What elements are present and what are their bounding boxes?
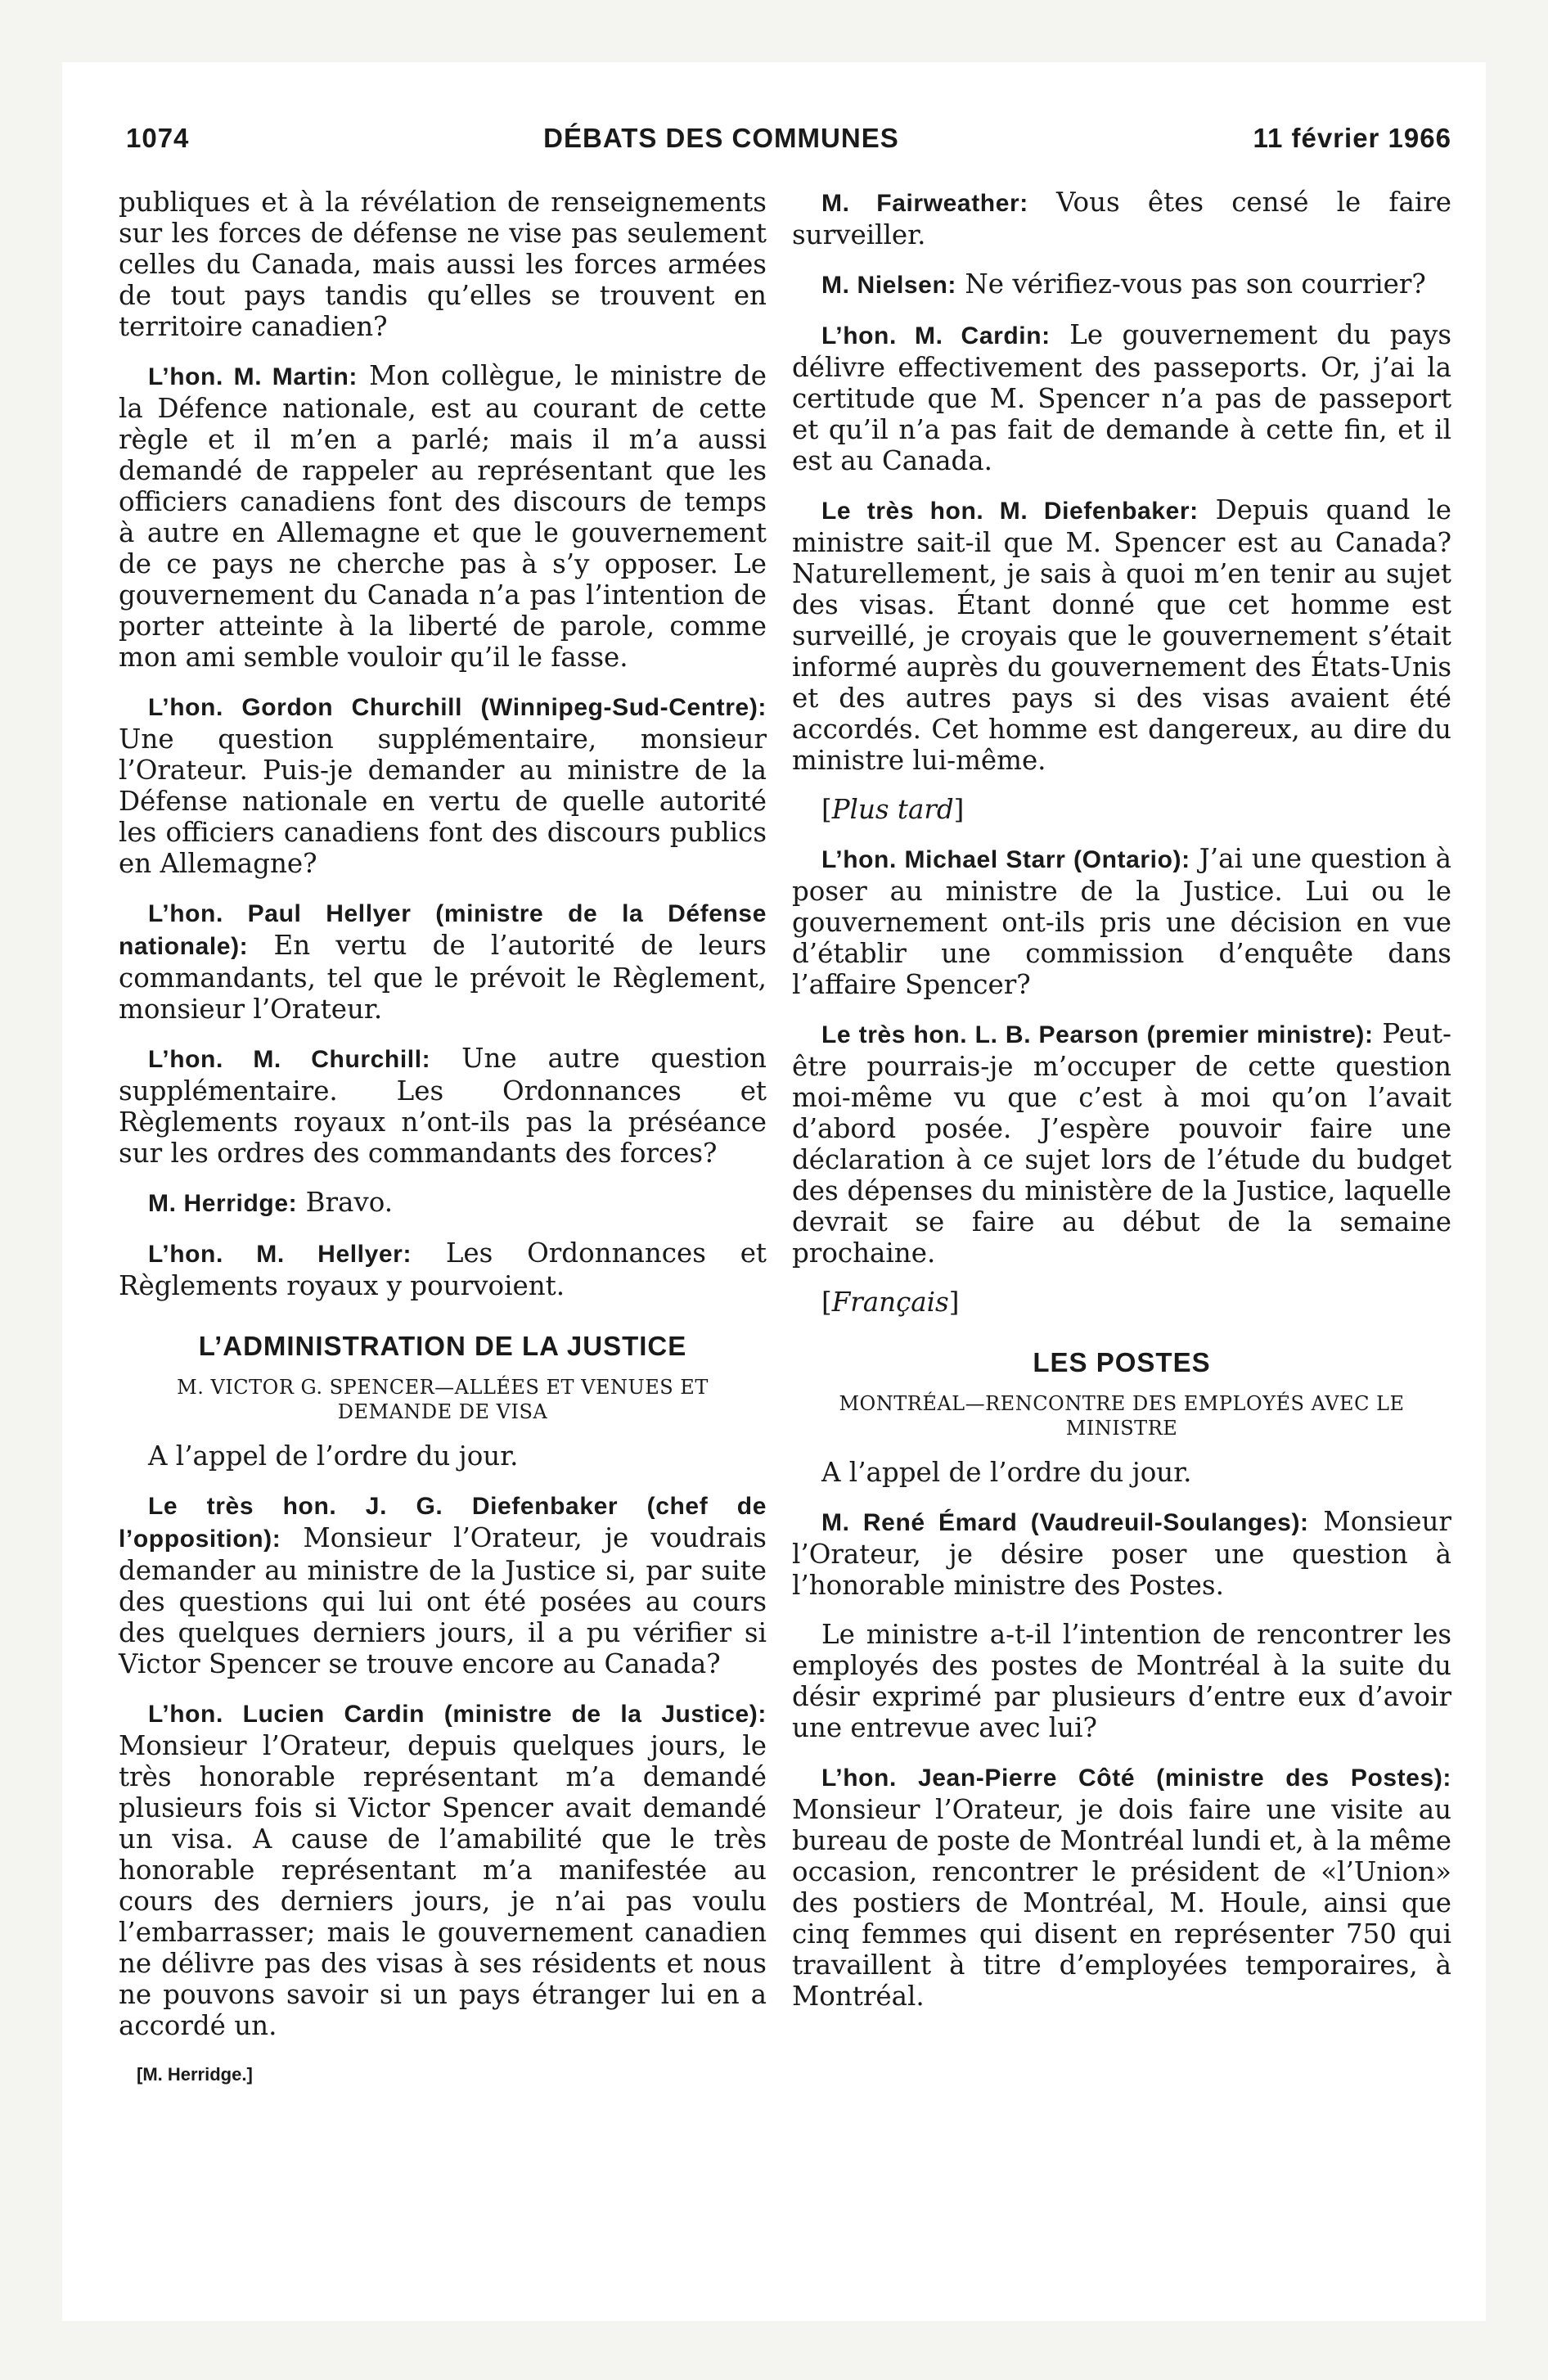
paragraph	[119, 360, 767, 673]
section-title: L’ADMINISTRATION DE LA JUSTICE	[198, 1331, 687, 1361]
paragraph: Le ministre a-t-il l’intention de rencontrer les employés des postes de Montréal à la suite du désir exprimé par plusieurs d’entre eux d’avoir une entrevue avec lui?	[792, 1619, 1451, 1743]
section-subhead: MONTRÉAL—RENCONTRE DES EMPLOYÉS AVEC LE MINISTRE	[839, 1392, 1405, 1440]
speaker-name: Le très hon. L. B. Pearson (premier ministre):	[821, 1021, 1374, 1048]
speech-text: Bravo.	[305, 1187, 394, 1218]
speaker-name: Le très hon. J. G. Diefenbaker (chef de l’opposition):	[119, 1493, 767, 1553]
speaker-name: L’hon. M. Martin:	[148, 363, 358, 390]
speech-text: Peut-être pourrais-je m’occuper de cette question moi-même vu que c’est à moi qu’on l’avait d’abord posée. J’espère pouvoir faire une déclaration à ce sujet lors de l’étude du budget des dépenses du ministère de la Justice, laquelle devrait se faire au début de la semaine prochaine.	[792, 1018, 1451, 1269]
speaker-name: Le très hon. M. Diefenbaker:	[821, 498, 1199, 525]
speech-text: Ne vérifiez-vous pas son courrier?	[965, 268, 1426, 300]
paragraph	[792, 1018, 1451, 1269]
speech-text: Monsieur l’Orateur, je dois faire une visite au bureau de poste de Montréal lundi et, à la même occasion, rencontrer le président de «l’Union» des postiers de Montréal, M. Houle, ainsi que cinq femmes qui disent en représenter 750 qui travaillent à titre d’employées temporaires, à Montréal.	[792, 1794, 1451, 2012]
speech-text: Monsieur l’Orateur, je voudrais demander au ministre de la Justice si, par suite des questions qui lui ont été posées au cours des quelques derniers jours, il a pu vérifier si Victor Spencer se trouve encore au Canada?	[119, 1522, 767, 1679]
speech-text: Une question supplémentaire, monsieur l’Orateur. Puis-je demander au ministre de la Défense nationale en vertu de quelle autorité les officiers canadiens font des discours publics en Allemagne?	[119, 723, 767, 879]
speaker-name: L’hon. Lucien Cardin (ministre de la Justice):	[148, 1701, 767, 1728]
speaker-name: L’hon. Gordon Churchill (Winnipeg-Sud-Centre):	[148, 694, 767, 721]
paragraph	[792, 1761, 1451, 2012]
paragraph	[792, 268, 1451, 301]
paragraph	[119, 691, 767, 879]
speaker-footmark: [M. Herridge.]	[137, 2064, 253, 2085]
paragraph	[792, 187, 1451, 250]
interjection-marker: [Plus tard]	[821, 794, 965, 825]
paragraph	[119, 1187, 767, 1219]
paragraph	[119, 897, 767, 1025]
speaker-name: L’hon. M. Churchill:	[148, 1046, 431, 1073]
left-column	[119, 187, 767, 2090]
section-subhead: M. VICTOR G. SPENCER—ALLÉES ET VENUES ET DEMANDE DE VISA	[177, 1376, 709, 1423]
section-title: LES POSTES	[1033, 1347, 1211, 1377]
speech-text: J’ai une question à poser au ministre de la Justice. Lui ou le gouvernement ont-ils pris une décision en vue d’établir une commission d’enquête dans l’affaire Spencer?	[792, 843, 1451, 1000]
paragraph	[119, 1237, 767, 1301]
order-call: A l’appel de l’ordre du jour.	[821, 1457, 1192, 1488]
speaker-name: L’hon. Michael Starr (Ontario):	[821, 846, 1190, 873]
paragraph	[792, 843, 1451, 1000]
speech-text: Monsieur l’Orateur, je désire poser une question à l’honorable ministre des Postes.	[792, 1506, 1451, 1601]
speech-text: Vous êtes censé le faire surveiller.	[792, 187, 1451, 250]
speech-text: Le gouvernement du pays délivre effectivement des passeports. Or, j’ai la certitude que M. Spencer n’a pas de passeport et qu’il n’a pas fait de demande à cette fin, et il est au Canada.	[792, 319, 1452, 476]
page-number: 1074	[126, 123, 190, 153]
page-date: 11 février 1966	[1253, 123, 1451, 153]
speech-text: Les Ordonnances et Règlements royaux y pourvoient.	[119, 1237, 767, 1301]
speech-text: Une autre question supplémentaire. Les Ordonnances et Règlements royaux n’ont-ils pas la préséance sur les ordres des commandants des forces?	[119, 1043, 767, 1169]
speech-text: En vertu de l’autorité de leurs commandants, tel que le prévoit le Règlement, monsieur l’Orateur.	[119, 930, 767, 1025]
speaker-name: M. René Émard (Vaudreuil-Soulanges):	[821, 1509, 1309, 1536]
speaker-name: L’hon. M. Cardin:	[821, 322, 1051, 349]
paragraph: publiques et à la révélation de renseignements sur les forces de défense ne vise pas seulement celles du Canada, mais aussi les forces armées de tout pays tandis qu’elles se trouvent en territoire canadien?	[119, 187, 767, 342]
speech-text: Depuis quand le ministre sait-il que M. Spencer est au Canada? Naturellement, je sais à quoi m’en tenir au sujet des visas. Étant donné que cet homme est surveillé, je croyais que le gouvernement s’était informé auprès du gouvernement des États-Unis et des autres pays si des visas avaient été accordés. Cet homme est dangereux, au dire du ministre lui-même.	[792, 494, 1451, 776]
interjection-text: Plus tard	[831, 794, 954, 825]
order-call: A l’appel de l’ordre du jour.	[148, 1440, 519, 1472]
paragraph	[119, 1697, 767, 2041]
publication-title: DÉBATS DES COMMUNES	[543, 123, 899, 153]
speaker-name: M. Herridge:	[148, 1190, 298, 1217]
paragraph	[119, 1043, 767, 1169]
speaker-name: L’hon. Paul Hellyer (ministre de la Défense nationale):	[119, 900, 767, 960]
language-text: Français	[831, 1287, 949, 1318]
paragraph	[119, 1490, 767, 1679]
speaker-name: L’hon. M. Hellyer:	[148, 1241, 412, 1268]
speaker-name: M. Fairweather:	[821, 190, 1028, 217]
right-column	[792, 187, 1451, 2030]
speech-text: Mon collègue, le ministre de la Défence nationale, est au courant de cette règle et il m’en a parlé; mais il m’a aussi demandé de rappeler au représentant que les officiers canadiens font des discours de temps à autre en Allemagne et que le gouvernement de ce pays ne cherche pas à s’y opposer. Le gouvernement du Canada n’a pas l’intention de porter atteinte à la liberté de parole, comme mon ami semble vouloir qu’il le fasse.	[119, 360, 767, 673]
running-head	[126, 123, 1451, 164]
speaker-name: M. Nielsen:	[821, 272, 956, 299]
speech-text: Monsieur l’Orateur, depuis quelques jours, le très honorable représentant m’a demandé plusieurs fois si Victor Spencer avait demandé un visa. A cause de l’amabilité que le très honorable représentant m’a manifestée au cours des derniers jours, je n’ai pas voulu l’embarrasser; mais le gouvernement canadien ne délivre pas des visas à ses résidents et nous ne pouvons savoir si un pays étranger lui en a accordé un.	[119, 1730, 767, 2041]
paragraph	[792, 494, 1451, 776]
paragraph	[792, 319, 1451, 476]
speaker-name: L’hon. Jean-Pierre Côté (ministre des Postes):	[821, 1765, 1451, 1792]
language-marker: [Français]	[821, 1287, 960, 1318]
paragraph	[792, 1506, 1451, 1601]
